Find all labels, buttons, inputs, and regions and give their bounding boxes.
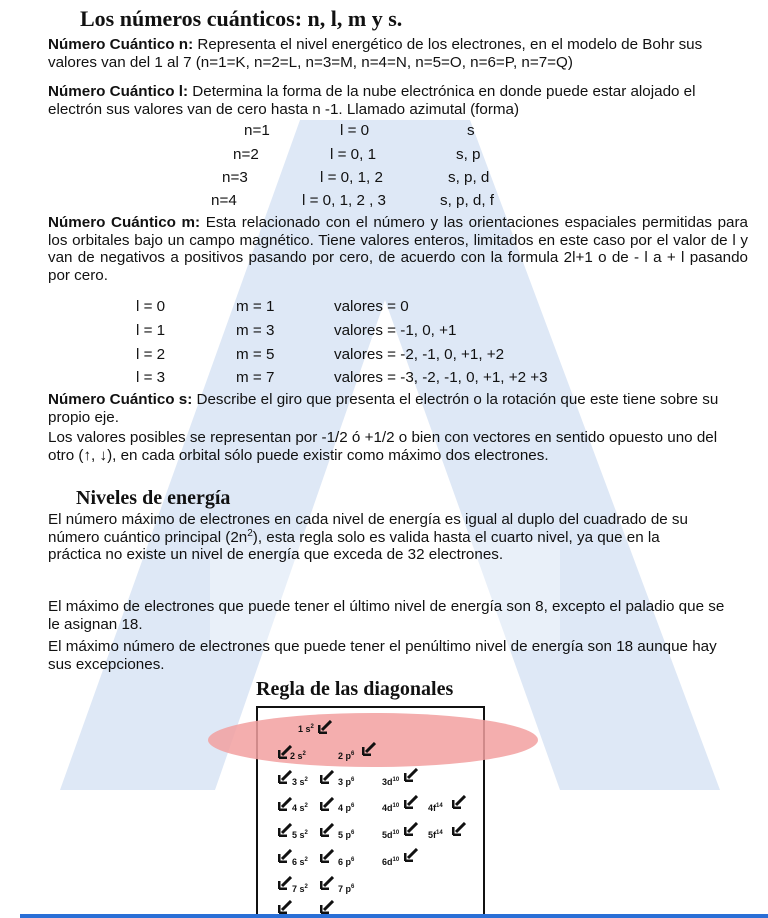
diagonal-arrow-icon <box>278 849 292 863</box>
diagonal-arrow-icon <box>278 876 292 890</box>
m-row-v: valores = 0 <box>334 298 409 315</box>
bottom-rule <box>20 914 768 918</box>
diagonal-arrow-icon <box>278 770 292 784</box>
s-label: Número Cuántico s: <box>48 391 193 408</box>
m-row-m: m = 3 <box>236 322 275 339</box>
m-row-l: l = 3 <box>136 369 166 386</box>
orbital-label: 2 $s^2$ <box>290 751 306 761</box>
m-row-v: valores = -2, -1, 0, +1, +2 <box>334 346 505 363</box>
diagonal-arrow-icon <box>320 770 334 784</box>
diagonal-arrow-icon <box>278 823 292 837</box>
orbital-label: 5 $p^6$ <box>338 830 355 840</box>
diagonal-arrow-icon <box>318 720 332 734</box>
orbital-label: 7 $s^2$ <box>292 884 308 894</box>
l-row-s: s, p, d <box>448 169 490 186</box>
orbital-label: 7 $p^6$ <box>338 884 355 894</box>
diagonal-arrow-icon <box>452 822 466 836</box>
orbital-label: $4f^{14}$ <box>428 803 443 813</box>
l-row-l: l = 0, 1, 2 , 3 <box>302 192 387 209</box>
diagonal-arrow-icon <box>362 742 376 756</box>
energy-p1-a: El número máximo de electrones en cada nivel de energía es igual al duplo del cuadrado de su número cuántico principal (2n <box>48 511 688 546</box>
diagonal-arrow-icon <box>320 797 334 811</box>
orbital-label: $5d^{10}$ <box>382 830 400 840</box>
diagonal-arrow-icon <box>278 900 292 914</box>
orbital-label: $3d^{10}$ <box>382 777 400 787</box>
orbital-label: 2 $p^6$ <box>338 751 355 761</box>
diagonal-arrow-icon <box>404 768 418 782</box>
energy-p1-b: ), esta regla solo es valida hasta el cuarto nivel, ya que en la práctica no existe un nivel de energía que exceda de 32 electrones. <box>48 528 660 564</box>
orbital-label: 1 $s^2$ <box>298 724 314 734</box>
m-row-v: valores = -1, 0, +1 <box>334 322 457 339</box>
energy-paragraph-3: El máximo número de electrones que puede tener el penúltimo nivel de energía son 18 aunque hay sus excepciones. <box>48 638 717 673</box>
s-text: Describe el giro que presenta el electrón o la rotación que este tiene sobre su propio eje. <box>48 391 719 426</box>
l-label: Número Cuántico l: <box>48 83 189 100</box>
diagonal-arrow-icon <box>404 795 418 809</box>
diagonal-arrow-icon <box>320 876 334 890</box>
diagonal-arrow-icon <box>404 822 418 836</box>
diagonal-arrow-icon <box>452 795 466 809</box>
s-paragraph-2: Los valores posibles se representan por -1/2 ó +1/2 o bien con vectores en sentido opuesto uno del otro (↑, ↓), en cada orbital sólo puede existir como máximo dos electrones. <box>48 429 718 464</box>
m-text: Esta relacionado con el número y las orientaciones espaciales permitidas para los orbitales bajo un campo magnético. Tiene valores enteros, limitados en este caso por el valor de l y van de negativos a positivos pasando por cero, de acuerdo con la formula 2l+1 o de - l a + l pasando por cero. <box>48 214 748 284</box>
orbital-label: 6 $s^2$ <box>292 857 308 867</box>
l-row-l: l = 0 <box>340 122 370 139</box>
m-row-v: valores = -3, -2, -1, 0, +1, +2 +3 <box>334 369 548 386</box>
page-title: Los números cuánticos: n, l, m y s. <box>80 6 403 31</box>
orbital-label: 3 $s^2$ <box>292 777 308 787</box>
m-row-m: m = 7 <box>236 369 275 386</box>
l-text: Determina la forma de la nube electrónica en donde puede estar alojado el electrón sus valores van de cero hasta n -1. Llamado azimutal (forma) <box>48 83 696 118</box>
diagonals-heading: Regla de las diagonales <box>256 678 454 700</box>
m-label: Número Cuántico m: <box>48 214 201 231</box>
l-row-s: s, p <box>456 146 481 163</box>
diagonal-arrow-icon <box>320 849 334 863</box>
l-row-n: n=4 <box>211 192 237 209</box>
l-row-l: l = 0, 1 <box>330 146 377 163</box>
diagonal-arrow-icon <box>320 900 334 914</box>
l-row-s: s, p, d, f <box>440 192 495 209</box>
l-row-n: n=1 <box>244 122 270 139</box>
m-row-m: m = 1 <box>236 298 275 315</box>
diagonal-arrow-icon <box>278 797 292 811</box>
orbital-label: $6d^{10}$ <box>382 857 400 867</box>
l-row-n: n=2 <box>233 146 259 163</box>
energy-heading: Niveles de energía <box>76 487 231 509</box>
n-label: Número Cuántico n: <box>48 36 194 53</box>
l-row-n: n=3 <box>222 169 248 186</box>
m-row-l: l = 1 <box>136 322 166 339</box>
orbital-label: 4 $p^6$ <box>338 803 355 813</box>
energy-p1-sup: 2 <box>247 527 253 539</box>
diagonal-arrow-icon <box>404 848 418 862</box>
n-text: Representa el nivel energético de los electrones, en el modelo de Bohr sus valores van del 1 al 7 (n=1=K, n=2=L, n=3=M, n=4=N, n=5=O, n=6=P, n=7=Q) <box>48 36 703 71</box>
energy-paragraph-2: El máximo de electrones que puede tener el último nivel de energía son 8, excepto el paladio que se le asignan 18. <box>48 598 725 633</box>
m-row-m: m = 5 <box>236 346 275 363</box>
l-row-s: s <box>467 122 475 139</box>
diagonal-arrow-icon <box>278 745 292 759</box>
orbital-label: 3 $p^6$ <box>338 777 355 787</box>
orbital-label: $4d^{10}$ <box>382 803 400 813</box>
orbital-label: 4 $s^2$ <box>292 803 308 813</box>
orbital-label: 5 $s^2$ <box>292 830 308 840</box>
l-row-l: l = 0, 1, 2 <box>320 169 383 186</box>
orbital-label: 6 $p^6$ <box>338 857 355 867</box>
m-row-l: l = 0 <box>136 298 166 315</box>
m-row-l: l = 2 <box>136 346 166 363</box>
orbital-label: $5f^{14}$ <box>428 830 443 840</box>
diagonal-arrow-icon <box>320 823 334 837</box>
